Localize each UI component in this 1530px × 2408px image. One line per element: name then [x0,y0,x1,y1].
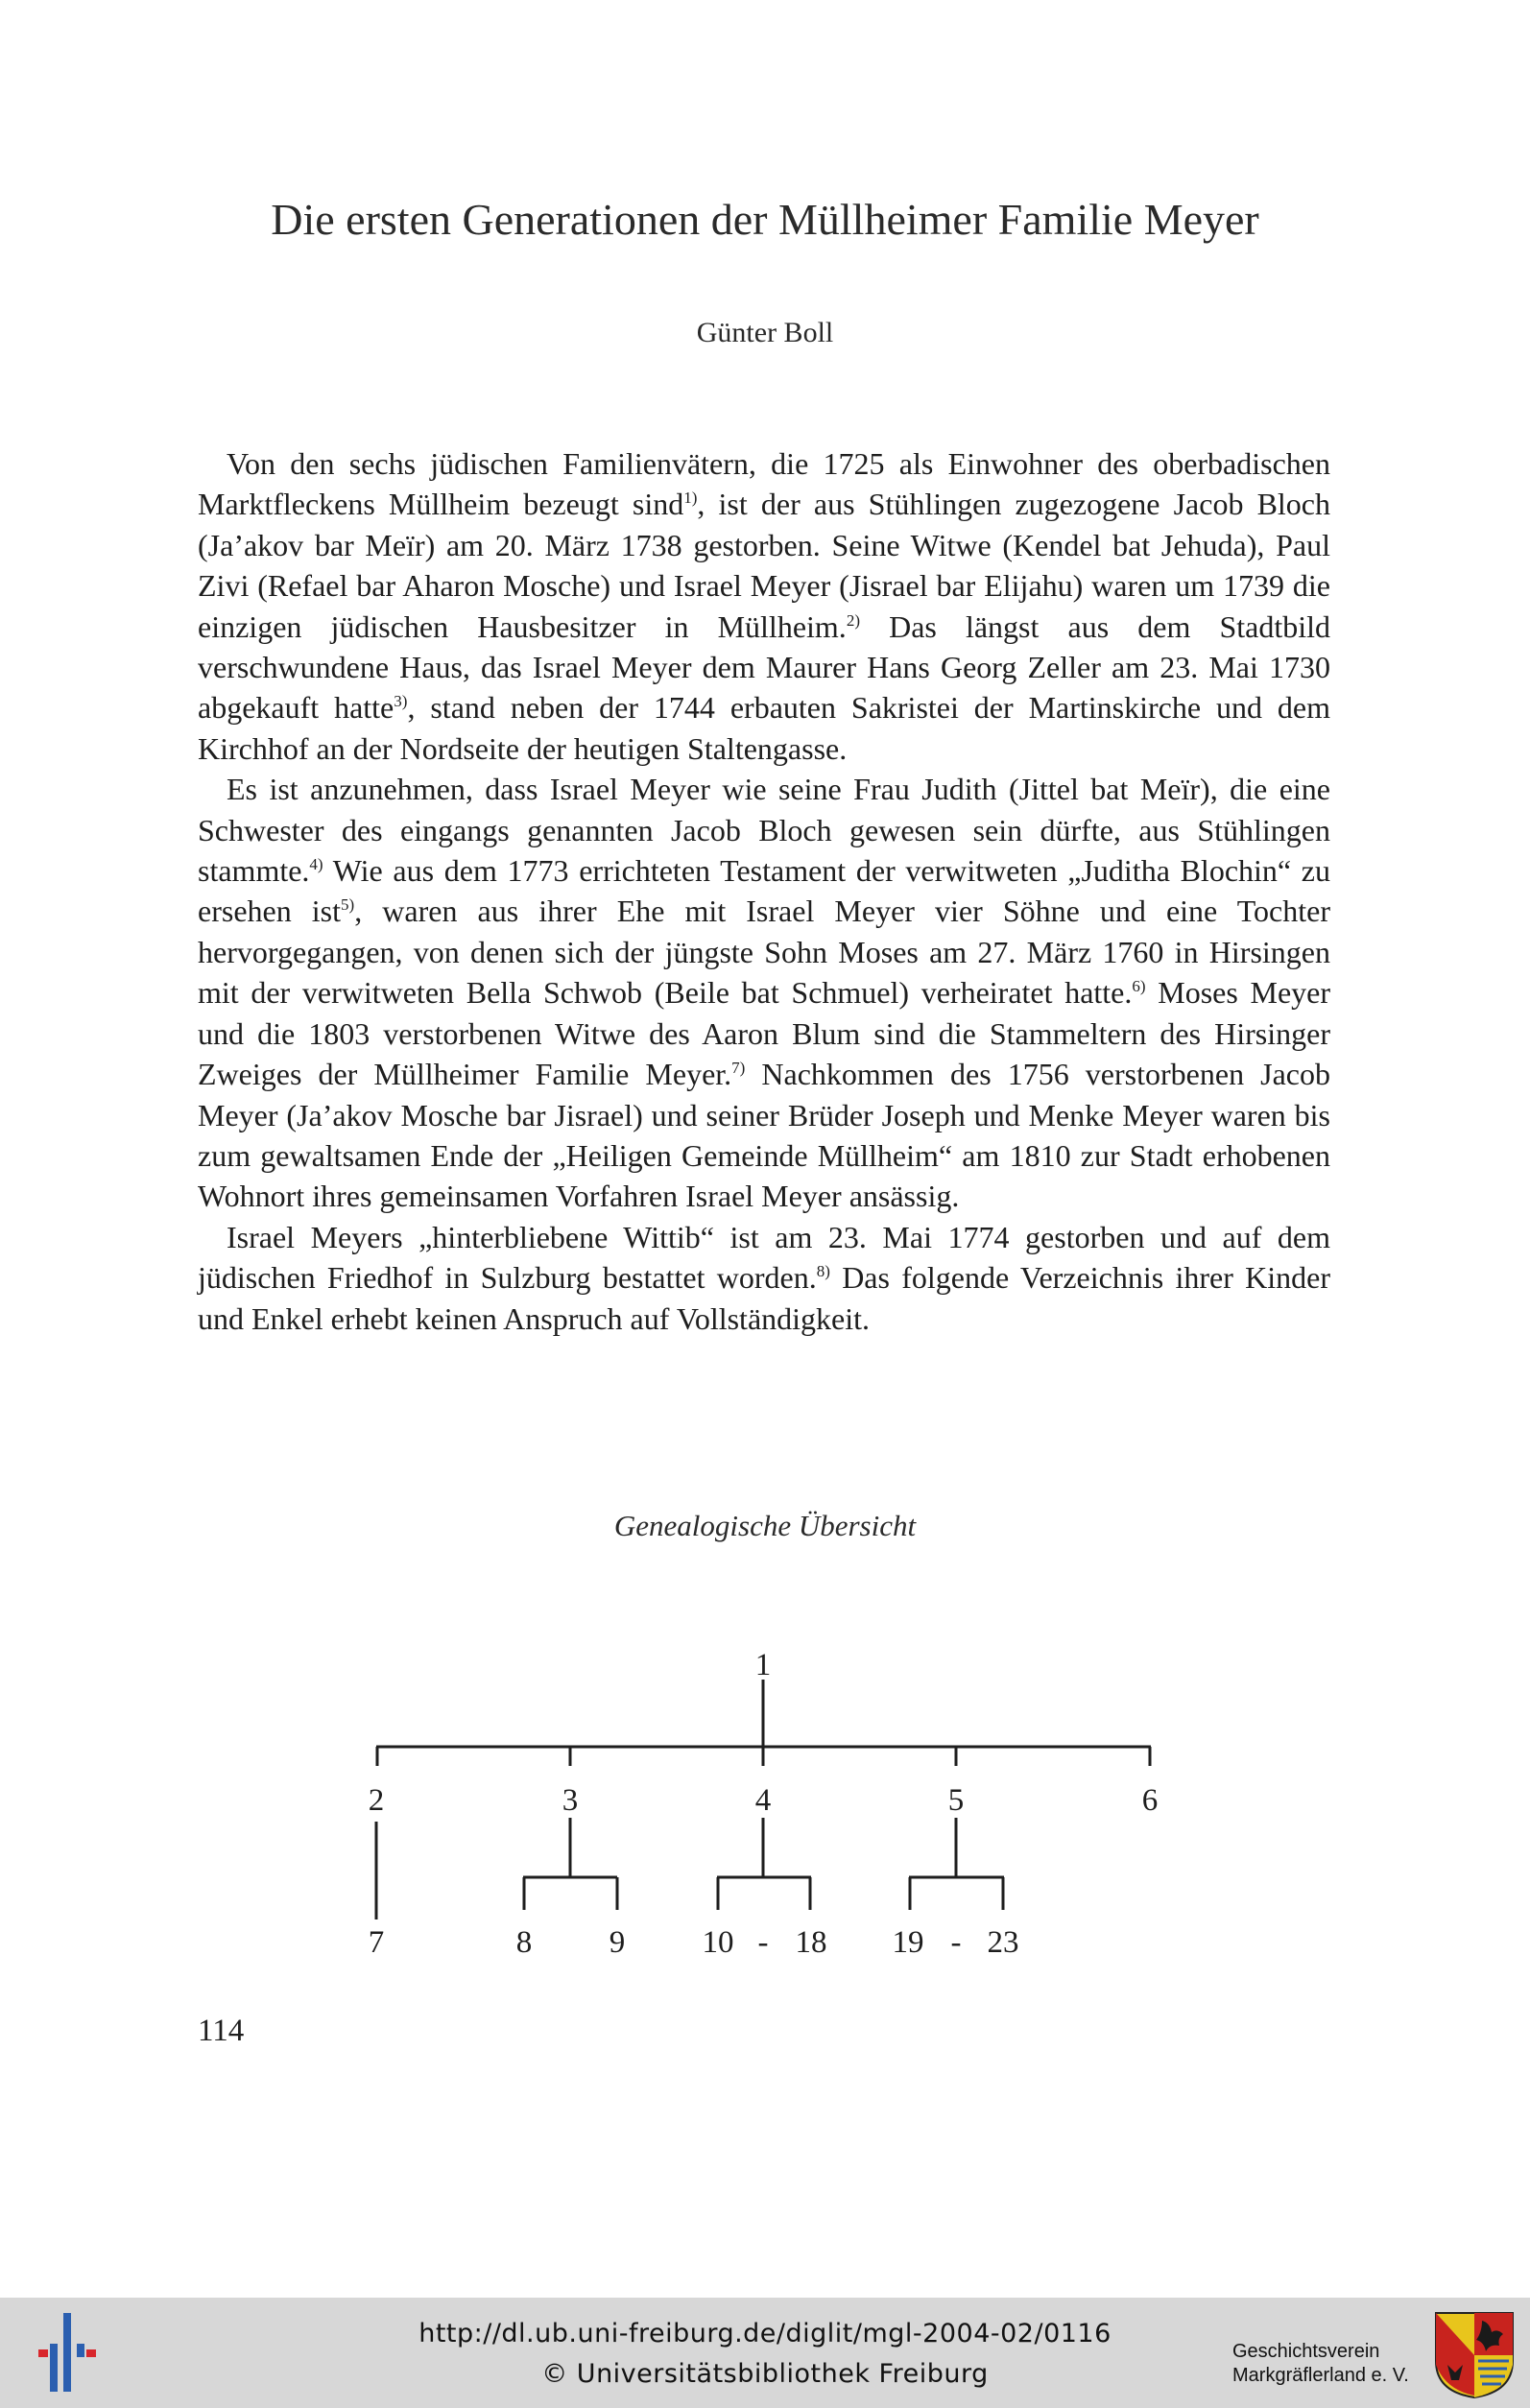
tree-node-child: 5 [947,1783,965,1818]
paragraph-text: Das längst aus dem Stadtbild verschwundene Haus, das Israel Meyer dem Maurer Hans Georg Zeller am 23. Mai 1730 abgekauft hatte [198,608,1331,726]
coat-of-arms-icon [1434,2311,1515,2399]
tree-node-grandchild: 23 [987,1925,1019,1960]
tree-node-grandchild: 19 [892,1925,924,1960]
tree-node-child: 3 [562,1783,579,1818]
page-number: 114 [198,2014,245,2048]
footnote-marker: 1) [683,489,698,508]
tree-node-grandchild: 18 [795,1925,827,1960]
tree-node-grandchild: 8 [515,1925,533,1960]
society-line: Markgräflerland e. V. [1232,2365,1409,2386]
tree-node-child: 4 [754,1783,772,1818]
footer-url-link[interactable]: http://dl.ub.uni-freiburg.de/diglit/mgl-2004-02/0116 [418,2319,1112,2348]
tree-node-range-dash: - [950,1925,962,1960]
section-title: Genealogische Übersicht [613,1509,917,1542]
paragraph-text: Wie aus dem 1773 errichteten Testament der verwitweten „Juditha Blochin“ zu ersehen ist [198,853,1330,929]
paragraph-text: Das folgende Verzeichnis ihrer Kinder und Enkel erhebt keinen Anspruch auf Vollständigkeit. [198,1260,1331,1336]
paragraph-text: , waren aus ihrer Ehe mit Israel Meyer vier Söhne und eine Tochter hervorgegangen, von denen sich der jüngste Sohn Moses am 27. März 1760 in Hirsingen mit der verwitweten Bella Schwob (Beile bat Schmuel) verheiratet hatte. [198,894,1331,1011]
footnote-marker: 8) [816,1262,830,1281]
tree-node-child: 6 [1141,1783,1159,1818]
paragraph-text: Es ist anzunehmen, dass Israel Meyer wie seine Frau Judith (Jittel bat Meïr), die eine Schwester des eingangs genannten Jacob Bloch gewesen sein dürfte, aus Stühlingen stammte. [198,772,1330,889]
footnote-marker: 4) [309,855,323,874]
footnote-marker: 6) [1132,977,1146,996]
article-author: Günter Boll [696,317,834,348]
logo-accent [86,2349,96,2357]
society-line: Geschichtsverein [1232,2341,1380,2362]
tree-node-range-dash: - [757,1925,769,1960]
tree-node-root: 1 [754,1648,772,1682]
footnote-marker: 5) [341,895,355,915]
genealogy-tree-diagram [0,1632,1530,1977]
tree-node-grandchild: 7 [368,1925,385,1960]
footer-bar [0,2298,1530,2408]
tree-node-grandchild: 9 [609,1925,626,1960]
body-paragraph [198,443,1330,769]
paragraph-text: , ist der aus Stühlingen zugezogene Jacob Bloch (Ja’akov bar Meïr) am 20. März 1738 gestorben. Seine Witwe (Kendel bat Jehuda), Paul Zivi (Refael bar Aharon Mosche) und Israel Meyer (Jisrael bar Elijahu) waren um 1739 die einzigen jüdischen Hausbesitzer in Müllheim. [198,487,1331,644]
tree-node-grandchild: 10 [702,1925,734,1960]
article-body [198,443,1330,1339]
paragraph-text: , stand neben der 1744 erbauten Sakristei der Martinskirche und dem Kirchhof an der Nordseite der heutigen Staltengasse. [198,690,1331,766]
paragraph-text: Von den sechs jüdischen Familienvätern, die 1725 als Einwohner des oberbadischen Marktfleckens Müllheim bezeugt sind [198,446,1330,522]
paragraph-text: Israel Meyers „hinterbliebene Wittib“ ist am 23. Mai 1774 gestorben und auf dem jüdischen Friedhof in Sulzburg bestattet worden. [198,1219,1330,1296]
article-title: Die ersten Generationen der Müllheimer Familie Meyer [271,195,1259,244]
logo-accent [38,2349,48,2357]
body-paragraph [198,1217,1330,1339]
paragraph-text: Nachkommen des 1756 verstorbenen Jacob Meyer (Ja’akov Mosche bar Jisrael) und seiner Brüder Joseph und Menke Meyer waren bis zum gewaltsamen Ende der „Heiligen Gemeinde Müllheim“ am 1810 zur Stadt erhobenen Wohnort ihres gemeinsamen Vorfahren Israel Meyer ansässig. [198,1057,1331,1214]
footnote-marker: 2) [846,610,860,630]
tree-node-child: 2 [368,1783,385,1818]
footer-copyright: © Universitätsbibliothek Freiburg [541,2359,989,2389]
paragraph-text: Moses Meyer und die 1803 verstorbenen Witwe des Aaron Blum sind die Stammeltern des Hirsinger Zweiges der Müllheimer Familie Meyer. [198,975,1331,1092]
society-name [1232,2340,1424,2388]
footnote-marker: 7) [731,1059,746,1078]
footnote-marker: 3) [394,692,408,711]
body-paragraph [198,769,1330,1216]
